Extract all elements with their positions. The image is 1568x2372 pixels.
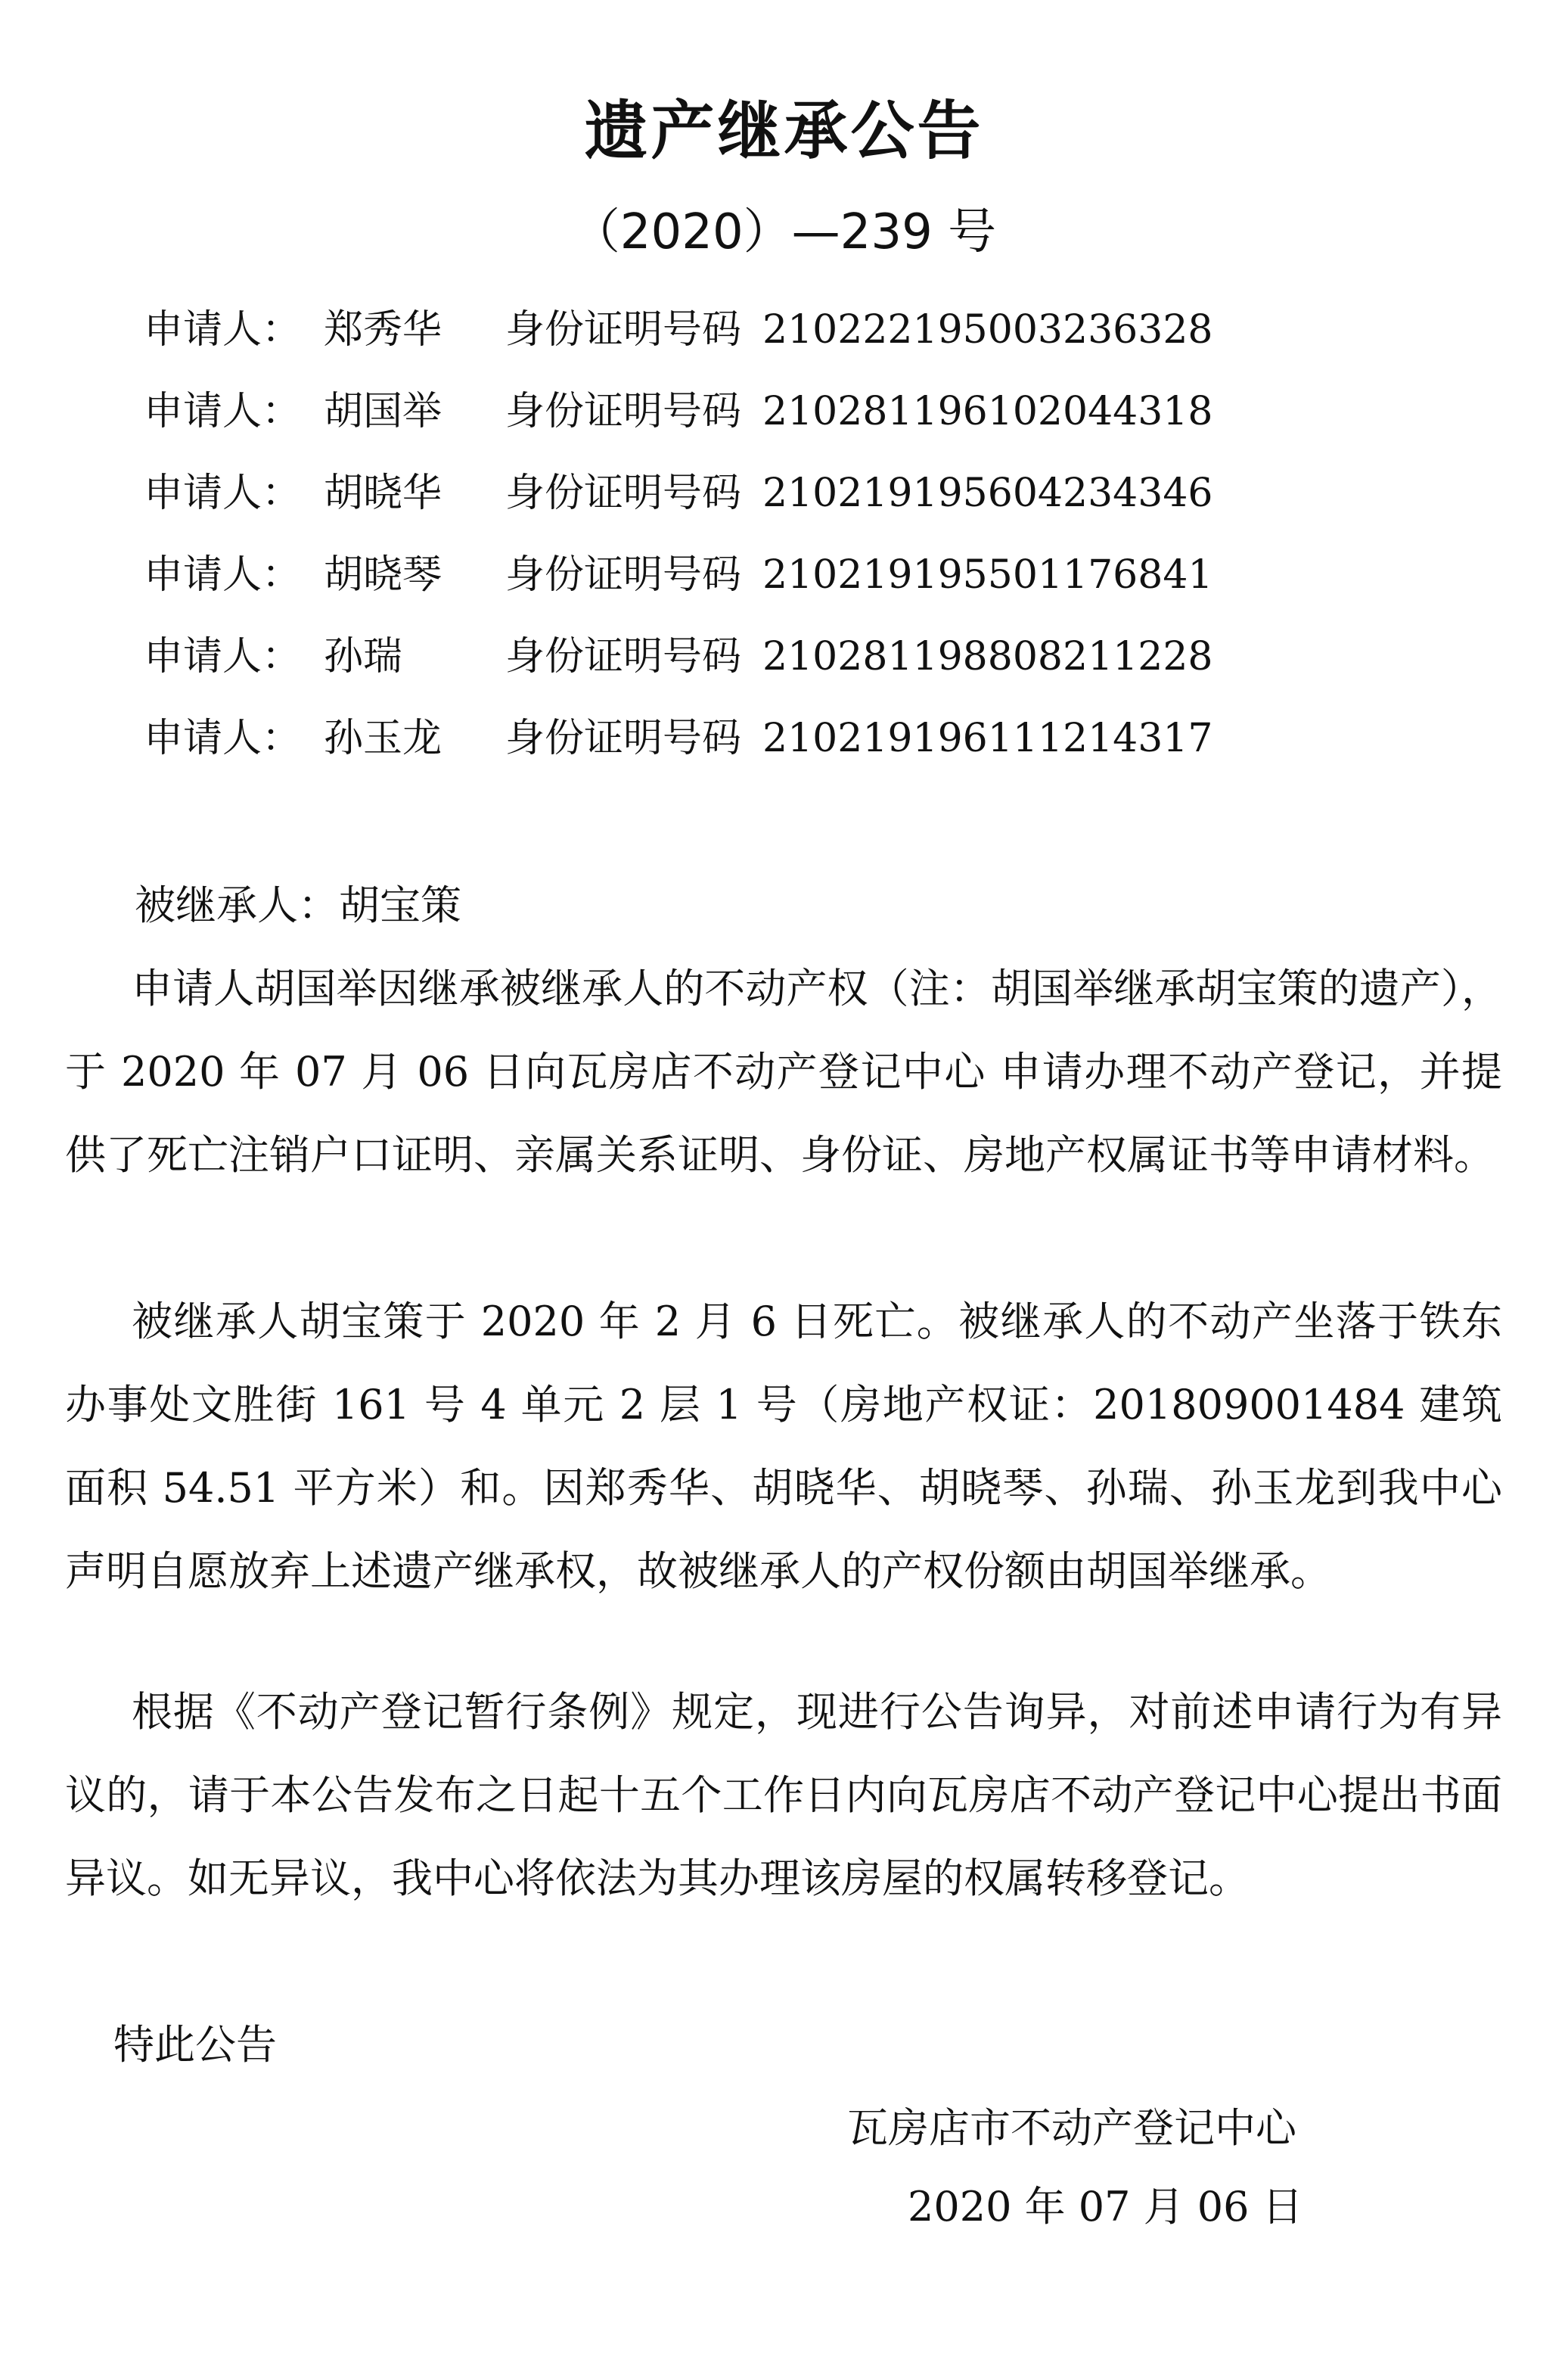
applicant-name: 郑秀华 — [324, 307, 442, 353]
id-label: 身份证明号码 — [505, 389, 742, 434]
applicant-row — [144, 371, 1213, 452]
applicant-name: 孙瑞 — [324, 634, 403, 679]
id-label: 身份证明号码 — [505, 307, 742, 353]
id-number: 210281198808211228 — [762, 634, 1213, 679]
paragraph-text: 被继承人胡宝策于 2020 年 2 月 6 日死亡。被继承人的不动产坐落于铁东办事处文胜街 161 号 4 单元 2 层 1 号（房地产权证：201809001484 建筑面积 54.51 平方米）和。因郑秀华、胡晓华、胡晓琴、孙瑞、孙玉龙到我中心声明自愿放弃上述遗产继承权，故被继承人的产权份额由胡国举继承。 — [65, 1298, 1502, 1595]
applicant-name: 胡晓琴 — [324, 552, 442, 598]
id-label: 身份证明号码 — [505, 716, 742, 761]
closing-text: 特此公告 — [113, 2021, 277, 2069]
id-label: 身份证明号码 — [505, 634, 742, 679]
applicant-label: 申请人： — [144, 307, 302, 353]
applicant-list — [144, 289, 1213, 779]
paragraph-text: 根据《不动产登记暂行条例》规定，现进行公告询异，对前述申请行为有异议的，请于本公告发布之日起十五个工作日内向瓦房店不动产登记中心提出书面异议。如无异议，我中心将依法为其办理该房屋的权属转移登记。 — [65, 1688, 1502, 1902]
id-label: 身份证明号码 — [505, 552, 742, 598]
document-title: 遗产继承公告 — [584, 94, 984, 168]
issuer-name: 瓦房店市不动产登记中心 — [847, 2104, 1296, 2152]
id-label: 身份证明号码 — [505, 471, 742, 516]
applicant-label: 申请人： — [144, 389, 302, 434]
document-number: （2020）—239 号 — [571, 204, 997, 260]
id-number: 210219195501176841 — [762, 552, 1213, 598]
id-number: 210222195003236328 — [762, 307, 1213, 353]
paragraph-application — [65, 947, 1502, 1197]
applicant-label: 申请人： — [144, 552, 302, 598]
applicant-row — [144, 698, 1213, 779]
decedent-line: 被继承人：胡宝策 — [135, 881, 461, 929]
applicant-row — [144, 289, 1213, 371]
paragraph-notice — [65, 1671, 1502, 1920]
issue-date: 2020 年 07 月 06 日 — [908, 2183, 1303, 2231]
applicant-name: 胡国举 — [324, 389, 442, 434]
id-number: 210281196102044318 — [762, 389, 1213, 434]
paragraph-death — [65, 1280, 1502, 1613]
applicant-row — [144, 534, 1213, 616]
applicant-name: 孙玉龙 — [324, 716, 442, 761]
applicant-label: 申请人： — [144, 634, 302, 679]
id-number: 210219195604234346 — [762, 471, 1213, 516]
paragraph-text: 申请人胡国举因继承被继承人的不动产权（注：胡国举继承胡宝策的遗产），于 2020 年 07 月 06 日向瓦房店不动产登记中心 申请办理不动产登记，并提供了死亡注销户口证明、亲属关系证明、身份证、房地产权属证书等申请材料。 — [65, 965, 1502, 1179]
applicant-name: 胡晓华 — [324, 471, 442, 516]
applicant-row — [144, 616, 1213, 698]
id-number: 210219196111214317 — [762, 716, 1213, 761]
applicant-label: 申请人： — [144, 471, 302, 516]
applicant-label: 申请人： — [144, 716, 302, 761]
applicant-row — [144, 452, 1213, 534]
